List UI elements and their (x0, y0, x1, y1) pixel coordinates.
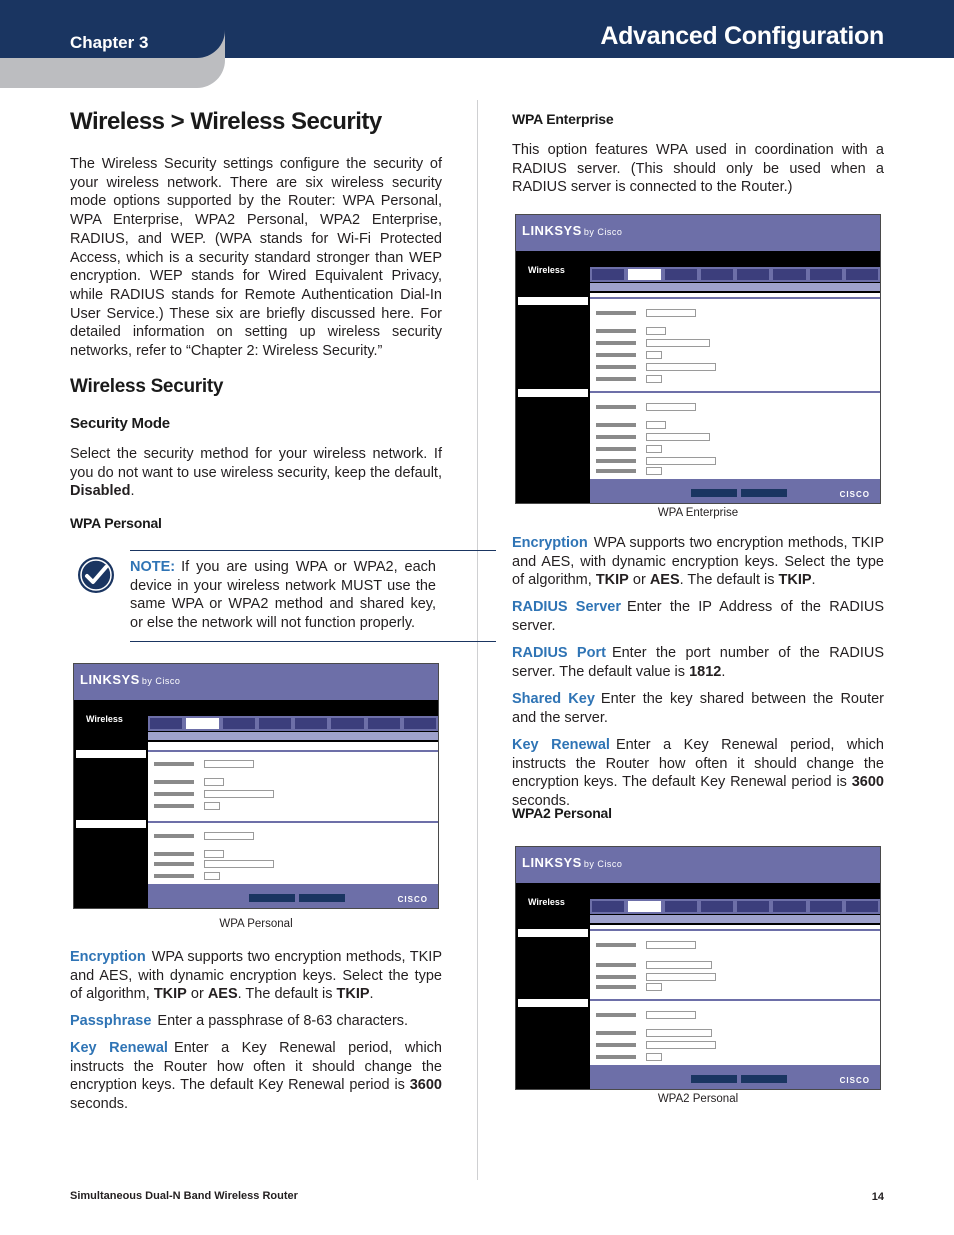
linksys-logo (522, 223, 622, 238)
text: Enter the port number of the RADIUS server. The default value is (512, 645, 884, 680)
tab (701, 901, 733, 912)
screenshot-sidebar (74, 742, 148, 908)
tab (773, 901, 805, 912)
term-key-renewal: Key Renewal (512, 737, 610, 753)
tab (295, 718, 327, 729)
text: . The default is (679, 572, 779, 589)
field-label (154, 792, 194, 796)
field-label (596, 1043, 636, 1047)
term-passphrase: Passphrase (70, 1013, 152, 1029)
text: WPA supports two encryption methods, TKIP and AES, with dynamic encryption keys. Select the type of algorithm, (512, 535, 884, 589)
field-label (596, 423, 636, 427)
text: seconds. (70, 1096, 129, 1113)
sidebar-label (518, 929, 588, 937)
text: or (628, 572, 650, 589)
value-default: TKIP (778, 572, 812, 589)
tab (592, 901, 624, 912)
field-label (596, 469, 636, 473)
text: WPA supports two encryption methods, TKIP and AES, with dynamic encryption keys. Select the type of algorithm, (70, 949, 442, 1003)
logo-text: LINKSYS (522, 855, 582, 870)
logo-suffix: by Cisco (141, 676, 181, 686)
tab (368, 718, 400, 729)
field-label (154, 834, 194, 838)
field-label (596, 341, 636, 345)
note-text (130, 558, 436, 633)
value-aes: AES (207, 986, 238, 1003)
value-3600: 3600 (851, 774, 884, 791)
subheading-wpa-enterprise: WPA Enterprise (512, 111, 614, 127)
screenshot-subtabs (590, 915, 880, 923)
field (646, 1053, 662, 1061)
field-label (596, 459, 636, 463)
tab (404, 718, 436, 729)
cisco-logo: CISCO (397, 895, 428, 904)
sidebar-label (518, 999, 588, 1007)
caption-wpa-enterprise: WPA Enterprise (657, 507, 739, 519)
text: . (130, 483, 135, 500)
key-renewal-paragraph (512, 736, 884, 811)
subheading-security-mode: Security Mode (70, 415, 170, 432)
default-value: Disabled (70, 483, 131, 500)
encryption-paragraph (70, 948, 442, 1004)
field (646, 1011, 696, 1019)
wpa-personal-screenshot (73, 663, 439, 909)
text: . The default is (237, 986, 337, 1003)
text: . (811, 572, 816, 589)
field-label (154, 862, 194, 866)
text: Select the security method for your wireless network. If you do not want to use wireless security, keep the default, (70, 446, 442, 481)
tab (665, 269, 697, 280)
page-number: 14 (871, 1191, 884, 1203)
divider (590, 929, 880, 931)
field (646, 327, 666, 335)
term-encryption: Encryption (512, 535, 588, 551)
screenshot-section-name: Wireless (528, 897, 565, 907)
divider (590, 999, 880, 1001)
text: seconds. (512, 793, 571, 810)
value-tkip: TKIP (595, 572, 629, 589)
field-label (596, 353, 636, 357)
field-label (596, 435, 636, 439)
radius-port-paragraph (512, 644, 884, 681)
field (646, 467, 662, 475)
field-label (596, 1031, 636, 1035)
radius-server-paragraph (512, 598, 884, 635)
field (646, 983, 662, 991)
value-1812: 1812 (689, 663, 722, 680)
field-label (154, 780, 194, 784)
field (204, 802, 220, 810)
tab (592, 269, 624, 280)
field (646, 1041, 716, 1049)
field (204, 872, 220, 880)
field (204, 860, 274, 868)
field (204, 850, 224, 858)
field (646, 339, 710, 347)
text: or (186, 986, 208, 1003)
encryption-paragraph (512, 534, 884, 590)
text: Enter the IP Address of the RADIUS server. (512, 599, 884, 634)
text: Enter a Key Renewal period, which instructs the Router how often it should change the encryption keys. The default Key Renewal period is (512, 737, 884, 791)
field (646, 421, 666, 429)
field-label (596, 377, 636, 381)
text: Enter a Key Renewal period, which instructs the Router how often it should change the encryption keys. The default Key Renewal period is (70, 1040, 442, 1094)
tab-active (628, 901, 660, 912)
tab (259, 718, 291, 729)
tab (810, 901, 842, 912)
field (204, 760, 254, 768)
field-label (596, 405, 636, 409)
field (646, 941, 696, 949)
field-label (596, 975, 636, 979)
field (646, 445, 662, 453)
checkmark-icon (76, 555, 116, 595)
page-heading: Wireless > Wireless Security (70, 108, 382, 135)
field-label (154, 804, 194, 808)
tab (223, 718, 255, 729)
field (646, 363, 716, 371)
screenshot-tabs (590, 267, 880, 282)
value-3600: 3600 (409, 1077, 442, 1094)
text: . (369, 986, 374, 1003)
tab (701, 269, 733, 280)
shared-key-paragraph (512, 690, 884, 727)
tab-active (186, 718, 218, 729)
field (646, 433, 710, 441)
sidebar-label (518, 297, 588, 305)
tab (846, 269, 878, 280)
caption-wpa-personal: WPA Personal (219, 918, 293, 930)
save-settings-button (691, 1075, 737, 1083)
key-renewal-paragraph (70, 1039, 442, 1114)
logo-suffix: by Cisco (583, 227, 623, 237)
field (646, 1029, 712, 1037)
divider (590, 391, 880, 393)
field (204, 832, 254, 840)
field (646, 403, 696, 411)
wpa-enterprise-paragraph: This option features WPA used in coordination with a RADIUS server. (This should only be used when a RADIUS server is connected to the Router.) (512, 142, 884, 196)
screenshot-tabs (590, 899, 880, 914)
divider (148, 821, 438, 823)
linksys-logo (522, 855, 622, 870)
tab (773, 269, 805, 280)
text: Enter the key shared between the Router and the server. (512, 691, 884, 726)
field-label (596, 365, 636, 369)
field (646, 457, 716, 465)
logo-text: LINKSYS (80, 672, 140, 687)
term-radius-port: RADIUS Port (512, 645, 606, 661)
tab (846, 901, 878, 912)
value-aes: AES (649, 572, 680, 589)
divider (148, 750, 438, 752)
chapter-label: Chapter 3 (70, 33, 149, 52)
intro-paragraph: The Wireless Security settings configure the security of your wireless network. There are six wireless security mode options supported by the Router: WPA Personal, WPA Enterprise, WPA2 Personal, WPA2 Enterprise, RADIUS, and WEP. (WPA stands for Wi-Fi Protected Access, which is a security standard stronger than WEP encryption. WEP stands for Wired Equivalent Privacy, while RADIUS stands for Remote Authentication Dial-In User Service.) These six are briefly discussed here. For detailed information on setting up wireless security networks, refer to “Chapter 2: Wireless Security.” (70, 156, 442, 360)
cancel-changes-button (299, 894, 345, 902)
screenshot-tabs (148, 716, 438, 731)
screenshot-subtabs (148, 732, 438, 740)
term-encryption: Encryption (70, 949, 146, 965)
tab (150, 718, 182, 729)
field (646, 973, 716, 981)
sidebar-label (76, 750, 146, 758)
field (646, 375, 662, 383)
screenshot-sidebar (516, 293, 590, 503)
linksys-logo (80, 672, 180, 687)
tab (331, 718, 363, 729)
field-label (596, 1013, 636, 1017)
cancel-changes-button (741, 1075, 787, 1083)
note-body: If you are using WPA or WPA2, each device in your wireless network MUST use the same WPA or WPA2 method and shared key, or else the network will not function properly. (130, 559, 436, 632)
field-label (596, 329, 636, 333)
value-tkip: TKIP (153, 986, 187, 1003)
field (204, 790, 274, 798)
screenshot-subtabs (590, 283, 880, 291)
logo-text: LINKSYS (522, 223, 582, 238)
passphrase-paragraph (70, 1012, 442, 1031)
text: Enter a passphrase of 8-63 characters. (157, 1013, 409, 1029)
field-label (596, 943, 636, 947)
screenshot-sidebar (516, 925, 590, 1089)
field (204, 778, 224, 786)
save-settings-button (691, 489, 737, 497)
tab-active (628, 269, 660, 280)
divider (590, 297, 880, 299)
field-label (154, 874, 194, 878)
screenshot-section-name: Wireless (86, 714, 123, 724)
cancel-changes-button (741, 489, 787, 497)
field (646, 351, 662, 359)
section-heading-wireless-security: Wireless Security (70, 376, 224, 397)
footer-product-name: Simultaneous Dual-N Band Wireless Router (70, 1190, 298, 1202)
field-label (154, 852, 194, 856)
field-label (154, 762, 194, 766)
tab (737, 269, 769, 280)
subheading-wpa2-personal: WPA2 Personal (512, 805, 612, 821)
value-default: TKIP (336, 986, 370, 1003)
field-label (596, 311, 636, 315)
tab (810, 269, 842, 280)
subheading-wpa-personal: WPA Personal (70, 515, 162, 531)
tab (737, 901, 769, 912)
wpa2-personal-screenshot (515, 846, 881, 1090)
field-label (596, 1055, 636, 1059)
sidebar-label (518, 389, 588, 397)
logo-suffix: by Cisco (583, 859, 623, 869)
screenshot-section-name: Wireless (528, 265, 565, 275)
sidebar-label (76, 820, 146, 828)
term-shared-key: Shared Key (512, 691, 595, 707)
field (646, 961, 712, 969)
field-label (596, 447, 636, 451)
field-label (596, 963, 636, 967)
save-settings-button (249, 894, 295, 902)
note-label: NOTE: (130, 559, 176, 575)
term-radius-server: RADIUS Server (512, 599, 621, 615)
field-label (596, 985, 636, 989)
security-mode-paragraph (70, 445, 442, 501)
field (646, 309, 696, 317)
tab (665, 901, 697, 912)
text: . (721, 663, 726, 680)
header-title: Advanced Configuration (600, 22, 884, 50)
cisco-logo: CISCO (839, 490, 870, 499)
term-key-renewal: Key Renewal (70, 1040, 168, 1056)
caption-wpa2-personal: WPA2 Personal (657, 1093, 739, 1105)
cisco-logo: CISCO (839, 1076, 870, 1085)
wpa-enterprise-screenshot (515, 214, 881, 504)
